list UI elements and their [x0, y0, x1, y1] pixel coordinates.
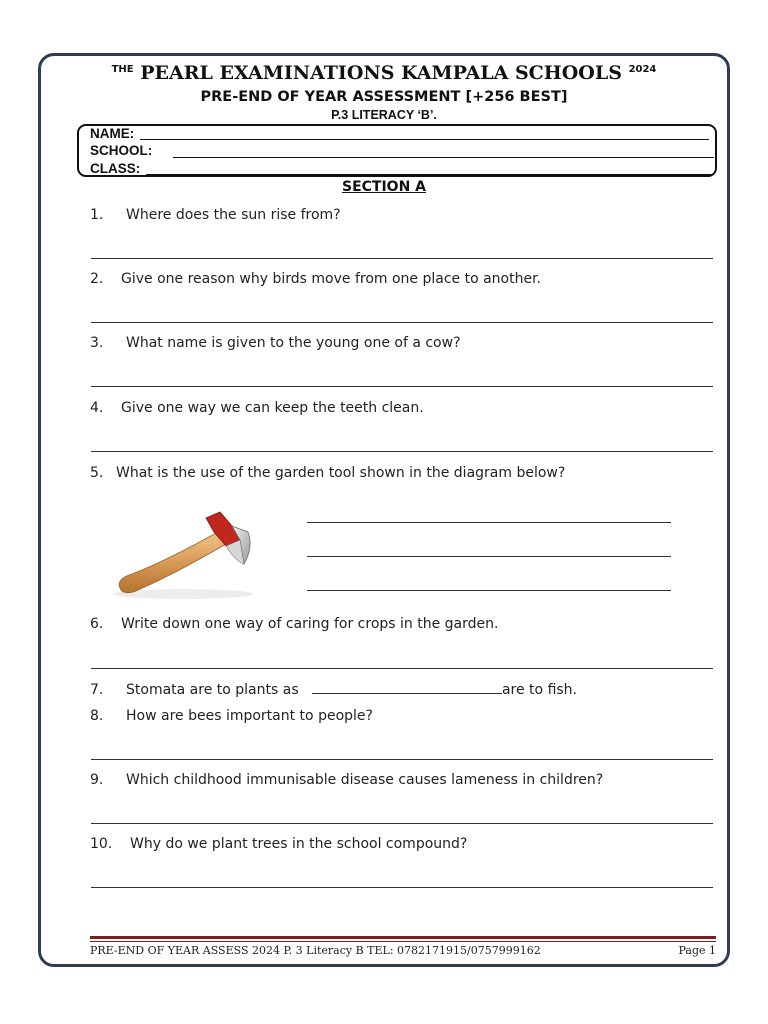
question-number: 5.: [90, 465, 104, 481]
section-heading: SECTION A: [341, 179, 426, 195]
footer-rule-thin: [90, 941, 716, 942]
question-number: 7.: [90, 682, 104, 698]
student-info-box: [77, 124, 717, 177]
question-text: Where does the sun rise from?: [126, 207, 341, 223]
answer-line-5b[interactable]: [307, 556, 671, 557]
question-9: [90, 771, 603, 789]
question-8: [90, 707, 373, 725]
question-3: [90, 334, 461, 352]
question-text: What name is given to the young one of a cow?: [126, 335, 461, 351]
question-5: [90, 464, 565, 482]
title-prefix: THE: [111, 64, 134, 75]
question-1: [90, 206, 341, 224]
school-title: [0, 62, 768, 84]
answer-line-6[interactable]: [91, 668, 713, 669]
question-4: [90, 399, 424, 417]
question-text: Give one way we can keep the teeth clean.: [121, 400, 424, 416]
title-year: 2024: [628, 64, 657, 75]
question-text: Which childhood immunisable disease causes lameness in children?: [126, 772, 604, 788]
question-text: How are bees important to people?: [126, 708, 373, 724]
question-text: Give one reason why birds move from one place to another.: [121, 271, 542, 287]
name-field[interactable]: [140, 139, 709, 140]
question-number: 1.: [90, 207, 104, 223]
page-number: Page 1: [678, 944, 716, 957]
school-field[interactable]: [173, 157, 714, 158]
answer-line-3[interactable]: [91, 386, 713, 387]
question-7: [90, 679, 577, 699]
question-text: What is the use of the garden tool shown in the diagram below?: [116, 465, 566, 481]
question-number: 6.: [90, 616, 104, 632]
answer-line-10[interactable]: [91, 887, 713, 888]
question-number: 8.: [90, 708, 104, 724]
answer-line-1[interactable]: [91, 258, 713, 259]
axe-image: [108, 502, 258, 600]
answer-line-8[interactable]: [91, 759, 713, 760]
assessment-subtitle: PRE-END OF YEAR ASSESSMENT [+256 BEST]: [200, 89, 568, 105]
question-number: 3.: [90, 335, 104, 351]
answer-line-4[interactable]: [91, 451, 713, 452]
question-6: [90, 615, 498, 633]
answer-line-5a[interactable]: [307, 522, 671, 523]
paper-label: P.3 LITERACY ‘B’.: [331, 108, 437, 122]
footer-text: PRE-END OF YEAR ASSESS 2024 P. 3 Literacy B TEL: 0782171915/0757999162: [90, 944, 541, 957]
question-text: Write down one way of caring for crops in the garden.: [121, 616, 499, 632]
answer-line-9[interactable]: [91, 823, 713, 824]
question-2: [90, 270, 541, 288]
question-10: [90, 835, 467, 853]
class-field[interactable]: [146, 174, 714, 175]
question-text-after: are to fish.: [501, 682, 577, 698]
footer: [90, 944, 716, 957]
answer-line-5c[interactable]: [307, 590, 671, 591]
question-number: 2.: [90, 271, 104, 287]
name-label: NAME:: [90, 126, 135, 141]
school-label: SCHOOL:: [90, 143, 153, 158]
question-number: 10.: [90, 836, 113, 852]
footer-rule-thick: [90, 936, 716, 939]
class-label: CLASS:: [90, 161, 141, 176]
question-number: 4.: [90, 400, 104, 416]
question-number: 9.: [90, 772, 104, 788]
question-text-before: Stomata are to plants as: [126, 682, 299, 698]
question-text: Why do we plant trees in the school compound?: [130, 836, 468, 852]
answer-line-2[interactable]: [91, 322, 713, 323]
answer-blank-7[interactable]: [312, 679, 502, 694]
title-main: PEARL EXAMINATIONS KAMPALA SCHOOLS: [140, 62, 622, 84]
